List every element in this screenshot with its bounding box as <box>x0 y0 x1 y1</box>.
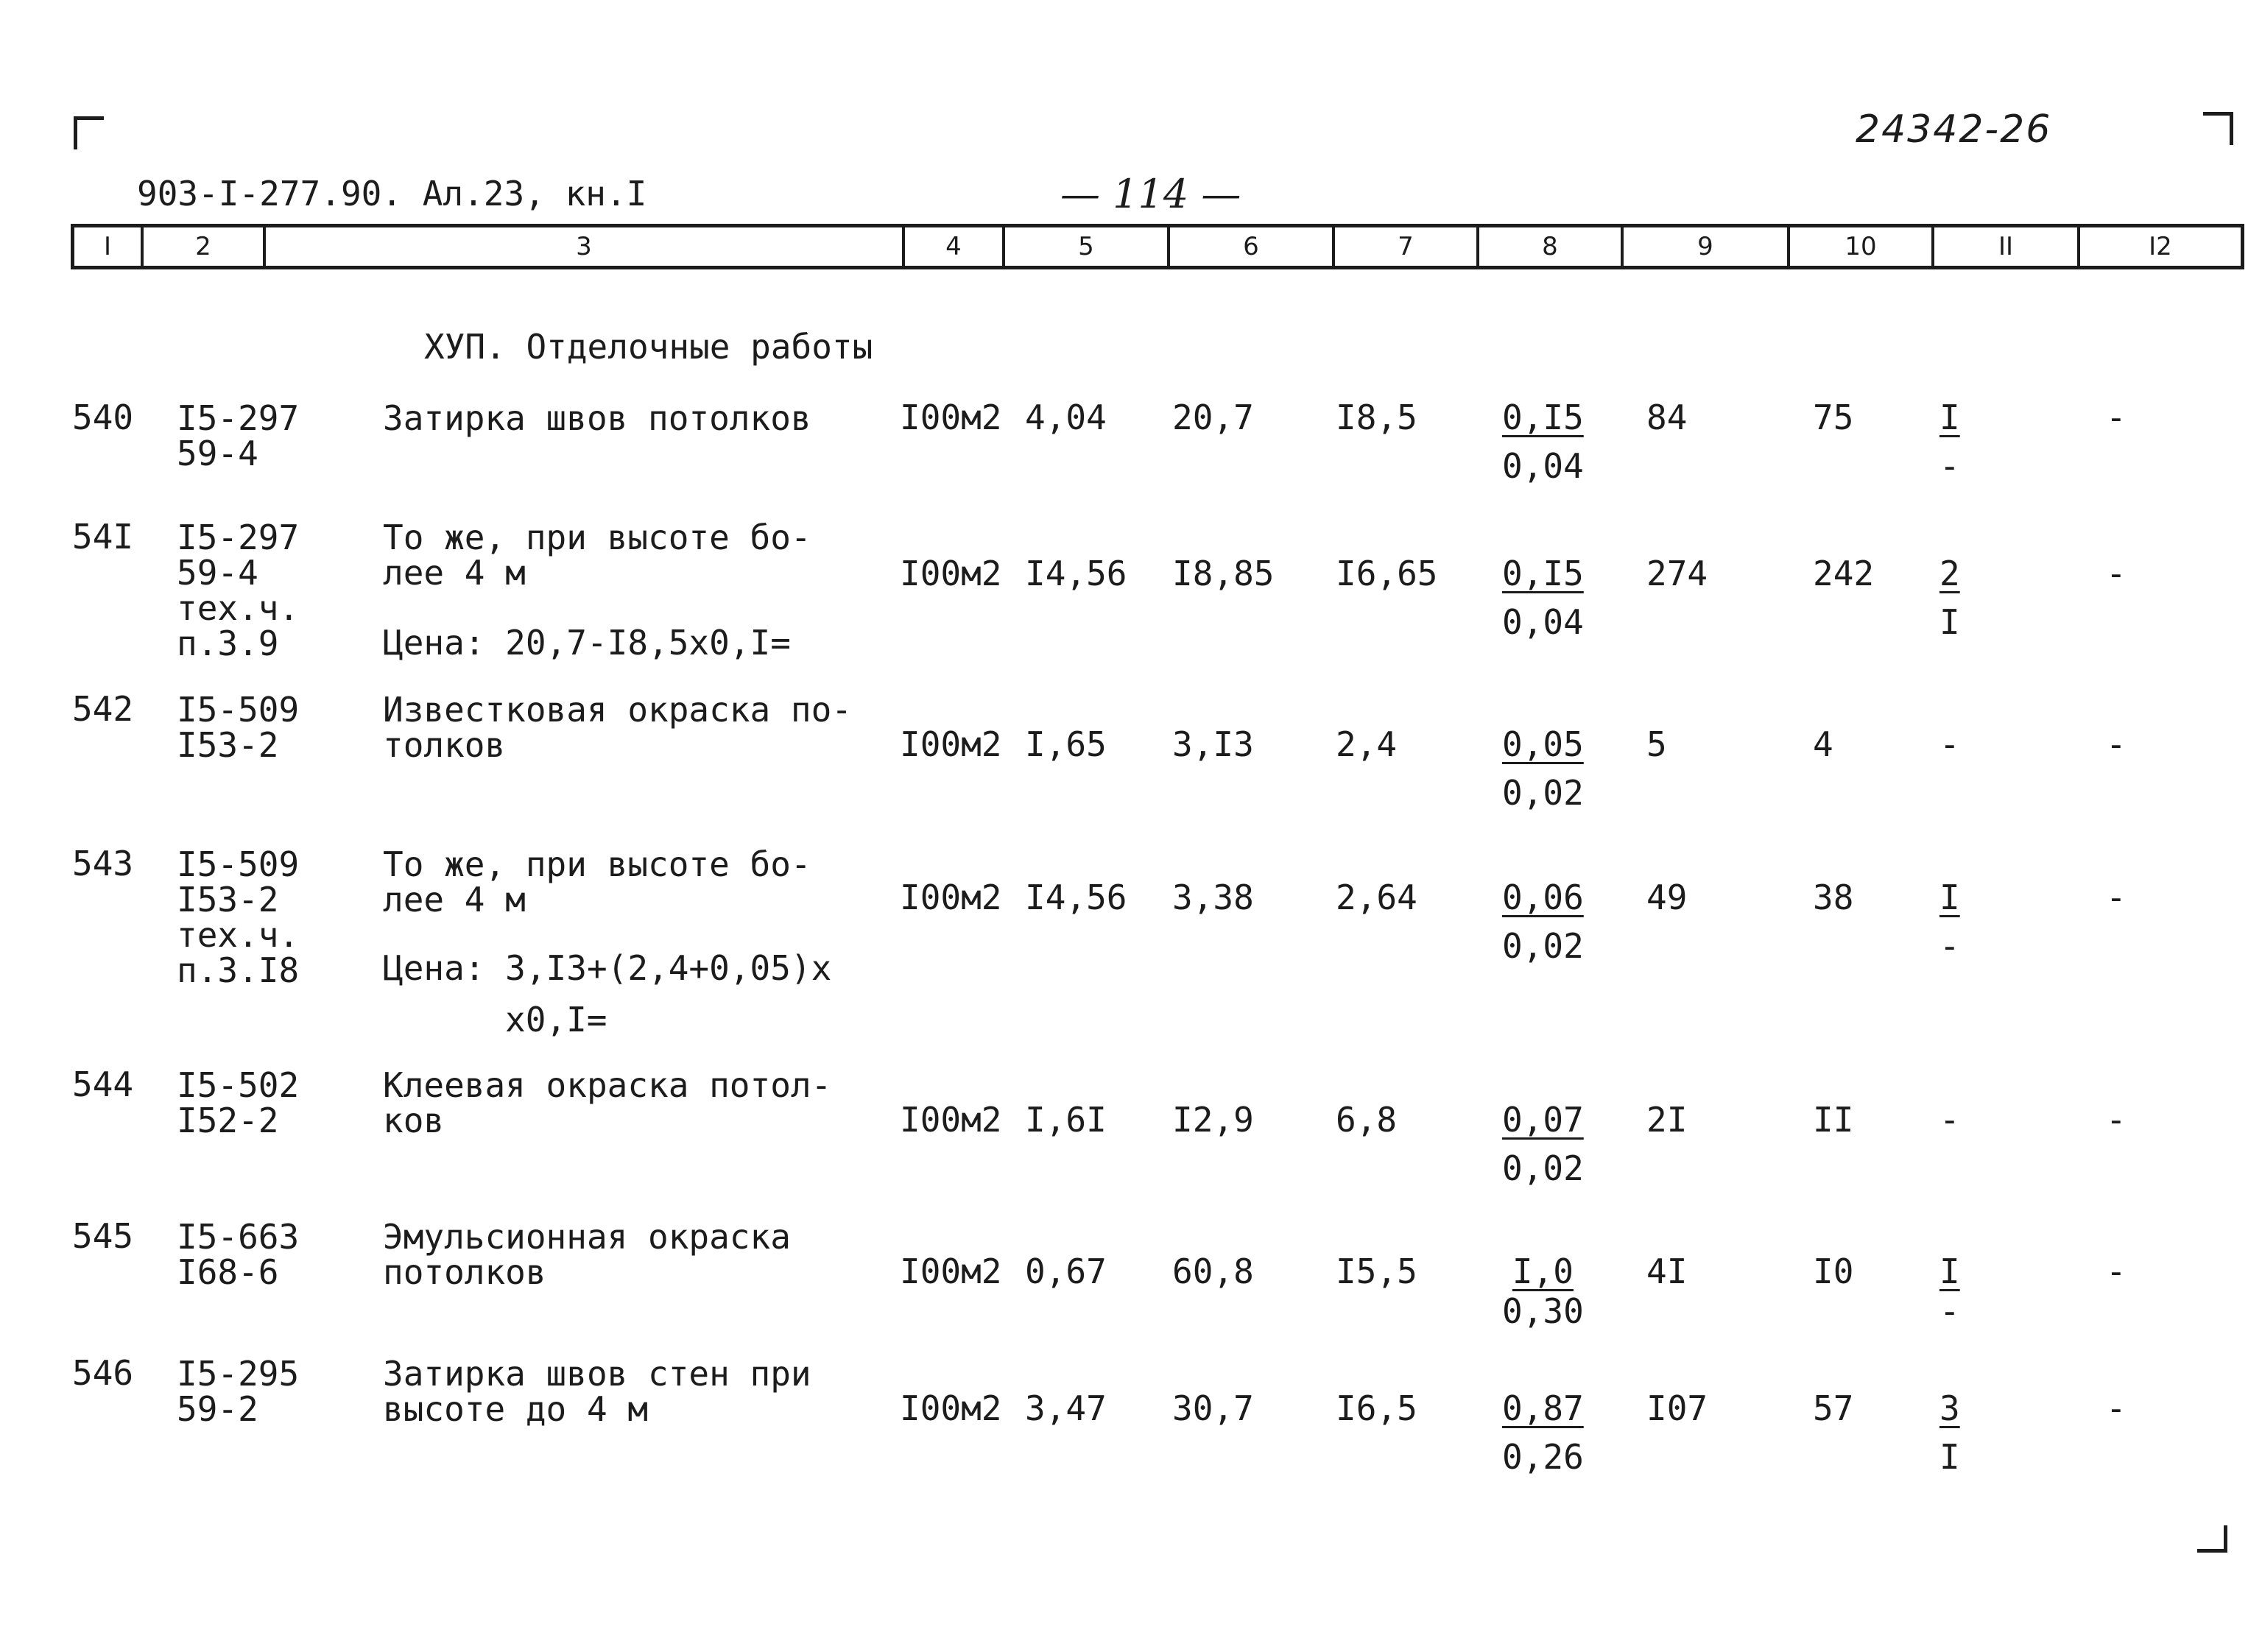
cost-salary: 2,4 <box>1336 724 1398 764</box>
machine-cost-fraction: $\frac{0,I5}{0,04}$ <box>1502 554 1584 642</box>
column-header-3: 3 <box>263 227 902 266</box>
machine-cost-fraction: $\frac{0,07}{0,02}$ <box>1502 1100 1584 1188</box>
unit: I00м2 <box>900 554 1002 593</box>
total-cost: 4I <box>1646 1252 1688 1291</box>
unit: I00м2 <box>900 1388 1002 1428</box>
cost-total: 60,8 <box>1172 1252 1254 1291</box>
column-header-12: I2 <box>2077 227 2241 266</box>
row-number: 545 <box>72 1216 134 1256</box>
row-number: 546 <box>72 1353 134 1393</box>
salary-cost: 242 <box>1813 554 1875 593</box>
work-description: Затирка швов стен при высоте до 4 м <box>383 1354 811 1429</box>
machine-cost-fraction: $\frac{0,05}{0,02}$ <box>1502 724 1584 813</box>
row-number: 544 <box>72 1065 134 1104</box>
machine-salary-fraction: I - <box>1939 398 1960 486</box>
row-number: 542 <box>72 689 134 729</box>
machine-salary-fraction: I - <box>1939 878 1960 966</box>
norm-code: I5-297 59-4 <box>177 398 300 473</box>
cost-salary: I8,5 <box>1336 398 1417 437</box>
total-cost: 5 <box>1646 724 1667 764</box>
unit: I00м2 <box>900 1252 1002 1291</box>
row-number: 543 <box>72 844 134 883</box>
quantity: I,6I <box>1025 1100 1107 1140</box>
row-number: 540 <box>72 398 134 437</box>
price-formula: Цена: 3,I3+(2,4+0,05)x <box>383 948 832 988</box>
norm-code: I5-297 59-4 тех.ч. п.3.9 <box>177 518 300 663</box>
norm-code: I5-502 I52-2 <box>177 1065 300 1140</box>
total-cost: 274 <box>1646 554 1708 593</box>
cost-total: 3,38 <box>1172 878 1254 917</box>
column-header-9: 9 <box>1621 227 1787 266</box>
corner-mark-top-left <box>74 116 104 149</box>
quantity: 0,67 <box>1025 1252 1107 1291</box>
document-code: 24342-26 <box>1856 107 2052 152</box>
total-cost: I07 <box>1646 1388 1708 1428</box>
price-formula: Цена: 20,7-I8,5x0,I= <box>383 623 791 663</box>
corner-mark-top-right <box>2203 112 2233 145</box>
unit: I00м2 <box>900 724 1002 764</box>
dash-value: - <box>2106 1100 2127 1140</box>
dash-value: - <box>2106 878 2127 917</box>
document-designation: 903-I-277.90. Ал.23, кн.I <box>137 174 647 213</box>
column-header-7: 7 <box>1332 227 1476 266</box>
cost-salary: 6,8 <box>1336 1100 1398 1140</box>
cost-salary: I6,5 <box>1336 1388 1417 1428</box>
total-cost: 84 <box>1646 398 1688 437</box>
cost-total: 30,7 <box>1172 1388 1254 1428</box>
machine-salary-value: - <box>1939 1100 1960 1140</box>
machine-cost-fraction: $\frac{I,0}{0,30}$ <box>1502 1252 1584 1331</box>
work-description: Затирка швов потолков <box>383 398 811 438</box>
cost-total: 3,I3 <box>1172 724 1254 764</box>
machine-salary-fraction: I - <box>1939 1252 1960 1331</box>
salary-cost: 38 <box>1813 878 1854 917</box>
work-description: То же, при высоте бо- лее 4 м <box>383 518 811 593</box>
cost-total: I2,9 <box>1172 1100 1254 1140</box>
column-header-8: 8 <box>1476 227 1621 266</box>
quantity: I4,56 <box>1025 554 1127 593</box>
salary-cost: 75 <box>1813 398 1854 437</box>
salary-cost: 57 <box>1813 1388 1854 1428</box>
machine-cost-fraction: $\frac{0,87}{0,26}$ <box>1502 1388 1584 1477</box>
unit: I00м2 <box>900 1100 1002 1140</box>
quantity: I4,56 <box>1025 878 1127 917</box>
machine-salary-fraction: $\frac{2}{I}$ <box>1939 554 1960 642</box>
column-header-4: 4 <box>902 227 1002 266</box>
corner-mark-bottom-right <box>2197 1525 2227 1553</box>
cost-total: 20,7 <box>1172 398 1254 437</box>
norm-code: I5-295 59-2 <box>177 1354 300 1429</box>
cost-salary: I5,5 <box>1336 1252 1417 1291</box>
column-header-1: I <box>103 232 112 261</box>
section-title: ХУП. Отделочные работы <box>424 327 873 367</box>
unit: I00м2 <box>900 398 1002 437</box>
machine-salary-value: - <box>1939 724 1960 764</box>
cost-salary: I6,65 <box>1336 554 1438 593</box>
cost-salary: 2,64 <box>1336 878 1417 917</box>
dash-value: - <box>2106 554 2127 593</box>
quantity: 4,04 <box>1025 398 1107 437</box>
dash-value: - <box>2106 724 2127 764</box>
norm-code: I5-509 I53-2 тех.ч. п.3.I8 <box>177 844 300 990</box>
dash-value: - <box>2106 1388 2127 1428</box>
salary-cost: I0 <box>1813 1252 1854 1291</box>
cost-total: I8,85 <box>1172 554 1275 593</box>
work-description: То же, при высоте бо- лее 4 м <box>383 844 811 919</box>
column-header-2: 2 <box>141 227 263 266</box>
row-number: 54I <box>72 517 134 557</box>
salary-cost: II <box>1813 1100 1854 1140</box>
total-cost: 2I <box>1646 1100 1688 1140</box>
norm-code: I5-509 I53-2 <box>177 690 300 765</box>
total-cost: 49 <box>1646 878 1688 917</box>
work-description: Клеевая окраска потол- ков <box>383 1065 832 1140</box>
machine-salary-fraction: $\frac{3}{I}$ <box>1939 1388 1960 1477</box>
dash-value: - <box>2106 1252 2127 1291</box>
work-description: Эмульсионная окраска потолков <box>383 1217 791 1292</box>
column-header-5: 5 <box>1002 227 1167 266</box>
work-description: Известковая окраска по- толков <box>383 690 852 765</box>
page-number: — 114 — <box>1060 171 1241 217</box>
column-header-6: 6 <box>1167 227 1332 266</box>
column-header-10: 10 <box>1787 227 1931 266</box>
machine-cost-fraction: $\frac{0,I5}{0,04}$ <box>1502 398 1584 486</box>
dash-value: - <box>2106 398 2127 437</box>
quantity: I,65 <box>1025 724 1107 764</box>
quantity: 3,47 <box>1025 1388 1107 1428</box>
unit: I00м2 <box>900 878 1002 917</box>
machine-cost-fraction: $\frac{0,06}{0,02}$ <box>1502 878 1584 966</box>
price-formula-continuation: x0,I= <box>505 1000 607 1039</box>
column-header-11: II <box>1931 227 2077 266</box>
salary-cost: 4 <box>1813 724 1833 764</box>
column-number-header <box>71 224 2244 269</box>
norm-code: I5-663 I68-6 <box>177 1217 300 1292</box>
